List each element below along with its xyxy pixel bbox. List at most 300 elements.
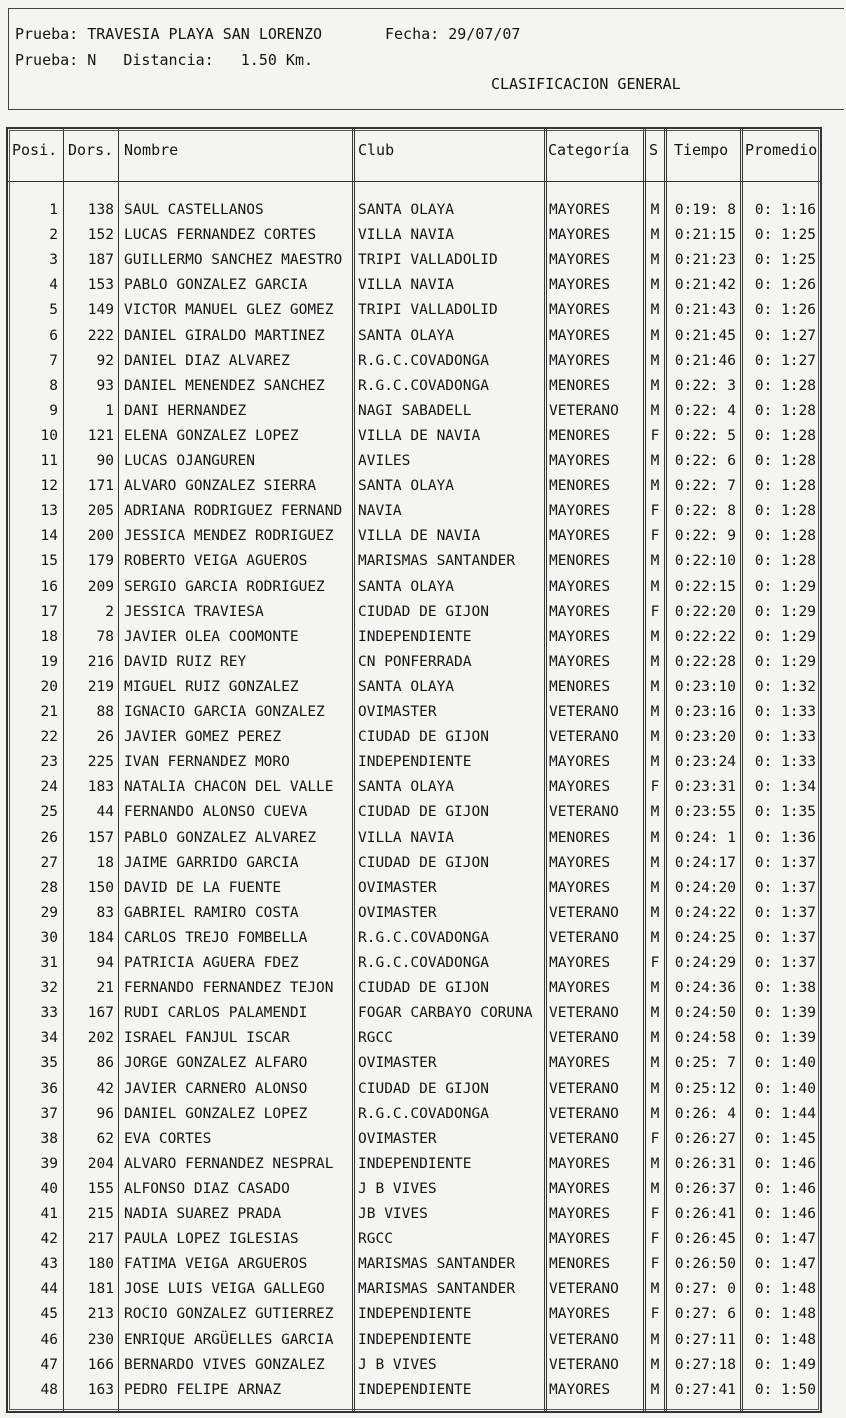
- cell-posi: 7: [49, 352, 58, 369]
- cell-tiempo: 0:24:17: [674, 854, 736, 871]
- cell-tiempo: 0:26:50: [674, 1256, 736, 1273]
- cell-promedio: 0: 1:38: [754, 980, 816, 997]
- cell-posi: 37: [40, 1105, 58, 1122]
- cell-club: OVIMASTER: [358, 1055, 437, 1072]
- cell-s: M: [650, 302, 660, 319]
- cell-dors: 187: [87, 252, 114, 269]
- cell-nombre: NADIA SUAREZ PRADA: [124, 1206, 282, 1222]
- table-row: [8, 878, 820, 903]
- cell-dors: 93: [96, 377, 114, 394]
- cell-club: INDEPENDIENTE: [358, 754, 472, 771]
- cell-promedio: 0: 1:28: [754, 528, 816, 545]
- cell-nombre: LUCAS FERNANDEZ CORTES: [124, 227, 317, 244]
- cell-s: F: [650, 1256, 660, 1273]
- cell-dors: 62: [96, 1130, 114, 1147]
- cell-dors: 94: [96, 955, 114, 971]
- cell-nombre: PAULA LOPEZ IGLESIAS: [124, 1231, 299, 1248]
- cell-club: SANTA OLAYA: [358, 779, 455, 796]
- cell-club: SANTA OLAYA: [358, 202, 455, 218]
- cell-s: F: [650, 528, 660, 545]
- table-row: [8, 351, 820, 376]
- cell-tiempo: 0:26: 4: [674, 1105, 736, 1122]
- table-row: [8, 501, 820, 526]
- cell-posi: 24: [40, 779, 58, 796]
- cell-categoria: MENORES: [549, 1256, 611, 1273]
- cell-posi: 40: [40, 1180, 58, 1197]
- cell-nombre: FATIMA VEIGA ARGUEROS: [124, 1256, 308, 1273]
- cell-promedio: 0: 1:45: [754, 1130, 816, 1147]
- cell-s: M: [650, 829, 660, 846]
- cell-dors: 163: [87, 1381, 114, 1398]
- cell-nombre: PABLO GONZALEZ GARCIA: [124, 277, 308, 294]
- cell-dors: 138: [87, 202, 114, 218]
- cell-posi: 9: [49, 402, 58, 419]
- cell-posi: 11: [40, 453, 58, 469]
- cell-promedio: 0: 1:26: [754, 277, 816, 294]
- cell-nombre: JAVIER CARNERO ALONSO: [124, 1080, 308, 1097]
- cell-club: VILLA DE NAVIA: [358, 427, 481, 444]
- table-row: [8, 1279, 820, 1304]
- cell-promedio: 0: 1:48: [754, 1281, 816, 1298]
- cell-nombre: PABLO GONZALEZ ALVAREZ: [124, 829, 317, 846]
- cell-nombre: VICTOR MANUEL GLEZ GOMEZ: [124, 302, 334, 319]
- cell-tiempo: 0:21:23: [674, 252, 736, 269]
- cell-s: M: [650, 227, 660, 244]
- cell-promedio: 0: 1:44: [754, 1105, 816, 1122]
- cell-posi: 21: [40, 704, 58, 720]
- cell-dors: 181: [87, 1281, 114, 1298]
- cell-s: F: [650, 779, 660, 796]
- cell-categoria: MAYORES: [549, 1231, 611, 1248]
- cell-nombre: ADRIANA RODRIGUEZ FERNAND: [124, 503, 343, 520]
- table-row: [8, 928, 820, 953]
- cell-tiempo: 0:26:45: [674, 1231, 736, 1248]
- cell-categoria: MENORES: [549, 478, 611, 495]
- cell-promedio: 0: 1:28: [754, 377, 816, 394]
- cell-s: M: [650, 628, 660, 645]
- cell-nombre: SERGIO GARCIA RODRIGUEZ: [124, 578, 325, 595]
- cell-s: F: [650, 1306, 660, 1323]
- cell-categoria: MAYORES: [549, 879, 611, 896]
- cell-tiempo: 0:24:58: [674, 1030, 736, 1047]
- page-title: CLASIFICACION GENERAL: [491, 75, 681, 93]
- cell-nombre: PEDRO FELIPE ARNAZ: [124, 1381, 282, 1398]
- cell-posi: 41: [40, 1206, 58, 1222]
- cell-club: CIUDAD DE GIJON: [358, 729, 489, 746]
- cell-nombre: PATRICIA AGUERA FDEZ: [124, 955, 299, 971]
- cell-s: M: [650, 377, 660, 394]
- cell-tiempo: 0:21:43: [674, 302, 736, 319]
- cell-nombre: ROBERTO VEIGA AGUEROS: [124, 553, 308, 570]
- cell-tiempo: 0:27:18: [674, 1356, 736, 1373]
- cell-dors: 26: [96, 729, 114, 746]
- cell-posi: 23: [40, 754, 58, 771]
- cell-club: SANTA OLAYA: [358, 327, 455, 344]
- cell-club: CIUDAD DE GIJON: [358, 804, 489, 821]
- cell-tiempo: 0:22: 4: [674, 402, 736, 419]
- cell-categoria: MAYORES: [549, 453, 611, 469]
- cell-promedio: 0: 1:16: [754, 202, 816, 218]
- cell-tiempo: 0:22: 8: [674, 503, 736, 520]
- cell-promedio: 0: 1:28: [754, 427, 816, 444]
- cell-s: M: [650, 1381, 660, 1398]
- table-row: [8, 1154, 820, 1179]
- table-row: [8, 326, 820, 351]
- cell-nombre: EVA CORTES: [124, 1130, 212, 1147]
- cell-nombre: CARLOS TREJO FOMBELLA: [124, 929, 308, 946]
- cell-promedio: 0: 1:36: [754, 829, 816, 846]
- table-row: [8, 200, 820, 225]
- cell-club: TRIPI VALLADOLID: [358, 252, 498, 269]
- table-row: [8, 451, 820, 476]
- cell-promedio: 0: 1:28: [754, 402, 816, 419]
- cell-dors: 209: [87, 578, 114, 595]
- cell-categoria: MAYORES: [549, 1180, 611, 1197]
- cell-tiempo: 0:22:28: [674, 653, 736, 670]
- cell-s: F: [650, 1130, 660, 1147]
- cell-club: NAGI SABADELL: [358, 402, 472, 419]
- cell-tiempo: 0:24:29: [674, 955, 736, 971]
- cell-club: OVIMASTER: [358, 879, 437, 896]
- cell-posi: 18: [40, 628, 58, 645]
- cell-categoria: VETERANO: [549, 1080, 619, 1097]
- cell-club: MARISMAS SANTANDER: [358, 1281, 516, 1298]
- cell-nombre: ELENA GONZALEZ LOPEZ: [124, 427, 299, 444]
- table-row: [8, 903, 820, 928]
- cell-club: J B VIVES: [358, 1180, 437, 1197]
- cell-s: M: [650, 352, 660, 369]
- cell-promedio: 0: 1:48: [754, 1331, 816, 1348]
- cell-dors: 21: [96, 980, 114, 997]
- cell-posi: 20: [40, 678, 58, 695]
- cell-club: CIUDAD DE GIJON: [358, 854, 489, 871]
- cell-dors: 219: [87, 678, 114, 695]
- cell-dors: 121: [87, 427, 114, 444]
- cell-posi: 31: [40, 955, 58, 971]
- table-row: [8, 1079, 820, 1104]
- cell-categoria: MAYORES: [549, 653, 611, 670]
- cell-promedio: 0: 1:37: [754, 904, 816, 921]
- cell-nombre: GUILLERMO SANCHEZ MAESTRO: [124, 252, 343, 269]
- cell-nombre: MIGUEL RUIZ GONZALEZ: [124, 678, 299, 695]
- cell-promedio: 0: 1:37: [754, 929, 816, 946]
- cell-club: RGCC: [358, 1030, 393, 1047]
- cell-club: CN PONFERRADA: [358, 653, 472, 670]
- cell-club: R.G.C.COVADONGA: [358, 929, 489, 946]
- cell-dors: 86: [96, 1055, 114, 1072]
- cell-s: M: [650, 1030, 660, 1047]
- cell-posi: 35: [40, 1055, 58, 1072]
- cell-tiempo: 0:22: 3: [674, 377, 736, 394]
- cell-nombre: SAUL CASTELLANOS: [124, 202, 264, 218]
- cell-posi: 29: [40, 904, 58, 921]
- cell-nombre: FERNANDO ALONSO CUEVA: [124, 804, 308, 821]
- cell-dors: 150: [87, 879, 114, 896]
- cell-categoria: MAYORES: [549, 955, 611, 971]
- cell-promedio: 0: 1:46: [754, 1180, 816, 1197]
- cell-s: F: [650, 427, 660, 444]
- table-row: [8, 978, 820, 1003]
- table-row: [8, 551, 820, 576]
- cell-nombre: LUCAS OJANGUREN: [124, 453, 255, 469]
- cell-posi: 39: [40, 1155, 58, 1172]
- cell-posi: 8: [49, 377, 58, 394]
- cell-posi: 42: [40, 1231, 58, 1248]
- cell-dors: 1: [105, 402, 114, 419]
- cell-dors: 153: [87, 277, 114, 294]
- cell-categoria: MAYORES: [549, 1306, 611, 1323]
- cell-club: AVILES: [358, 453, 411, 469]
- cell-posi: 47: [40, 1356, 58, 1373]
- cell-posi: 3: [49, 252, 58, 269]
- cell-promedio: 0: 1:25: [754, 252, 816, 269]
- cell-dors: 18: [96, 854, 114, 871]
- cell-categoria: VETERANO: [549, 729, 619, 746]
- cell-club: CIUDAD DE GIJON: [358, 603, 489, 620]
- cell-nombre: DANI HERNANDEZ: [124, 402, 247, 419]
- cell-nombre: JAVIER GOMEZ PEREZ: [124, 729, 282, 746]
- cell-nombre: RUDI CARLOS PALAMENDI: [124, 1005, 308, 1022]
- table-row: [8, 1330, 820, 1355]
- cell-tiempo: 0:23:10: [674, 678, 736, 695]
- col-header-categoria: Categoría: [548, 141, 630, 159]
- cell-tiempo: 0:25:12: [674, 1080, 736, 1097]
- table-row: [8, 1229, 820, 1254]
- cell-categoria: VETERANO: [549, 704, 619, 720]
- table-row: [8, 1355, 820, 1380]
- cell-categoria: MAYORES: [549, 603, 611, 620]
- cell-categoria: MAYORES: [549, 578, 611, 595]
- cell-posi: 10: [40, 427, 58, 444]
- cell-s: M: [650, 453, 660, 469]
- cell-club: VILLA NAVIA: [358, 829, 455, 846]
- cell-club: FOGAR CARBAYO CORUNA: [358, 1005, 533, 1022]
- table-row: [8, 1129, 820, 1154]
- cell-promedio: 0: 1:28: [754, 478, 816, 495]
- table-row: [8, 1003, 820, 1028]
- cell-s: M: [650, 854, 660, 871]
- table-row: [8, 1254, 820, 1279]
- cell-club: MARISMAS SANTANDER: [358, 1256, 516, 1273]
- cell-categoria: MAYORES: [549, 202, 611, 218]
- cell-club: NAVIA: [358, 503, 402, 520]
- cell-dors: 2: [105, 603, 114, 620]
- cell-tiempo: 0:23:20: [674, 729, 736, 746]
- cell-dors: 180: [87, 1256, 114, 1273]
- cell-categoria: VETERANO: [549, 929, 619, 946]
- cell-posi: 33: [40, 1005, 58, 1022]
- cell-categoria: VETERANO: [549, 804, 619, 821]
- cell-promedio: 0: 1:27: [754, 327, 816, 344]
- cell-nombre: ISRAEL FANJUL ISCAR: [124, 1030, 290, 1047]
- cell-nombre: IGNACIO GARCIA GONZALEZ: [124, 704, 325, 720]
- header-separator: [8, 181, 820, 182]
- table-row: [8, 250, 820, 275]
- cell-dors: 216: [87, 653, 114, 670]
- cell-dors: 90: [96, 453, 114, 469]
- cell-dors: 217: [87, 1231, 114, 1248]
- cell-tiempo: 0:27:41: [674, 1381, 736, 1398]
- cell-categoria: VETERANO: [549, 904, 619, 921]
- cell-promedio: 0: 1:37: [754, 955, 816, 971]
- cell-dors: 225: [87, 754, 114, 771]
- cell-tiempo: 0:19: 8: [674, 202, 736, 218]
- cell-promedio: 0: 1:40: [754, 1055, 816, 1072]
- cell-categoria: MAYORES: [549, 252, 611, 269]
- table-row: [8, 426, 820, 451]
- cell-posi: 15: [40, 553, 58, 570]
- cell-tiempo: 0:21:45: [674, 327, 736, 344]
- cell-tiempo: 0:22: 5: [674, 427, 736, 444]
- cell-club: OVIMASTER: [358, 704, 437, 720]
- cell-promedio: 0: 1:28: [754, 553, 816, 570]
- cell-dors: 202: [87, 1030, 114, 1047]
- table-row: [8, 677, 820, 702]
- cell-s: F: [650, 955, 660, 971]
- cell-categoria: MAYORES: [549, 277, 611, 294]
- cell-s: M: [650, 1105, 660, 1122]
- cell-categoria: VETERANO: [549, 1130, 619, 1147]
- cell-s: M: [650, 653, 660, 670]
- cell-club: SANTA OLAYA: [358, 678, 455, 695]
- cell-club: RGCC: [358, 1231, 393, 1248]
- cell-s: M: [650, 904, 660, 921]
- cell-tiempo: 0:21:42: [674, 277, 736, 294]
- cell-categoria: MAYORES: [549, 352, 611, 369]
- cell-s: M: [650, 1080, 660, 1097]
- cell-dors: 42: [96, 1080, 114, 1097]
- cell-s: M: [650, 1180, 660, 1197]
- cell-tiempo: 0:24:25: [674, 929, 736, 946]
- cell-posi: 32: [40, 980, 58, 997]
- cell-club: R.G.C.COVADONGA: [358, 1105, 489, 1122]
- table-row: [8, 602, 820, 627]
- cell-nombre: ALFONSO DIAZ CASADO: [124, 1180, 290, 1197]
- table-row: [8, 853, 820, 878]
- cell-posi: 27: [40, 854, 58, 871]
- cell-promedio: 0: 1:25: [754, 227, 816, 244]
- table-row: [8, 1204, 820, 1229]
- cell-nombre: ALVARO GONZALEZ SIERRA: [124, 478, 317, 495]
- cell-promedio: 0: 1:46: [754, 1155, 816, 1172]
- cell-promedio: 0: 1:29: [754, 603, 816, 620]
- cell-nombre: JORGE GONZALEZ ALFARO: [124, 1055, 308, 1072]
- table-row: [8, 627, 820, 652]
- table-row: [8, 777, 820, 802]
- cell-tiempo: 0:21:15: [674, 227, 736, 244]
- cell-categoria: MENORES: [549, 678, 611, 695]
- cell-tiempo: 0:25: 7: [674, 1055, 736, 1072]
- table-row: [8, 727, 820, 752]
- cell-club: CIUDAD DE GIJON: [358, 980, 489, 997]
- cell-s: F: [650, 1231, 660, 1248]
- cell-categoria: MAYORES: [549, 980, 611, 997]
- cell-tiempo: 0:22:15: [674, 578, 736, 595]
- cell-posi: 2: [49, 227, 58, 244]
- col-header-club: Club: [358, 141, 395, 159]
- cell-club: INDEPENDIENTE: [358, 628, 472, 645]
- results-table: [6, 127, 822, 1413]
- cell-dors: 200: [87, 528, 114, 545]
- fecha-label: Fecha: 29/07/07: [385, 25, 521, 43]
- cell-club: VILLA NAVIA: [358, 227, 455, 244]
- cell-categoria: MAYORES: [549, 503, 611, 520]
- cell-promedio: 0: 1:34: [754, 779, 816, 796]
- col-header-posi: Posi.: [12, 141, 58, 159]
- cell-posi: 17: [40, 603, 58, 620]
- cell-club: TRIPI VALLADOLID: [358, 302, 498, 319]
- cell-categoria: MAYORES: [549, 1055, 611, 1072]
- cell-club: INDEPENDIENTE: [358, 1331, 472, 1348]
- cell-dors: 171: [87, 478, 114, 495]
- cell-promedio: 0: 1:37: [754, 854, 816, 871]
- table-row: [8, 1380, 820, 1405]
- cell-posi: 16: [40, 578, 58, 595]
- cell-dors: 167: [87, 1005, 114, 1022]
- cell-s: M: [650, 754, 660, 771]
- cell-club: R.G.C.COVADONGA: [358, 352, 489, 369]
- cell-club: VILLA NAVIA: [358, 277, 455, 294]
- cell-tiempo: 0:23:24: [674, 754, 736, 771]
- cell-categoria: MAYORES: [549, 779, 611, 796]
- cell-nombre: ENRIQUE ARGÜELLES GARCIA: [124, 1331, 334, 1348]
- cell-categoria: MAYORES: [549, 754, 611, 771]
- cell-tiempo: 0:22: 6: [674, 453, 736, 469]
- cell-categoria: VETERANO: [549, 1105, 619, 1122]
- cell-posi: 4: [49, 277, 58, 294]
- cell-nombre: DANIEL MENENDEZ SANCHEZ: [124, 377, 325, 394]
- cell-posi: 5: [49, 302, 58, 319]
- cell-club: JB VIVES: [358, 1206, 428, 1222]
- cell-tiempo: 0:24:20: [674, 879, 736, 896]
- col-header-dors: Dors.: [68, 141, 114, 159]
- cell-dors: 44: [96, 804, 114, 821]
- cell-promedio: 0: 1:47: [754, 1231, 816, 1248]
- table-row: [8, 1304, 820, 1329]
- cell-dors: 152: [87, 227, 114, 244]
- cell-dors: 92: [96, 352, 114, 369]
- cell-promedio: 0: 1:35: [754, 804, 816, 821]
- cell-nombre: JESSICA MENDEZ RODRIGUEZ: [124, 528, 334, 545]
- cell-tiempo: 0:22:10: [674, 553, 736, 570]
- cell-categoria: MENORES: [549, 829, 611, 846]
- table-row: [8, 300, 820, 325]
- cell-promedio: 0: 1:33: [754, 729, 816, 746]
- cell-dors: 179: [87, 553, 114, 570]
- cell-posi: 38: [40, 1130, 58, 1147]
- cell-categoria: VETERANO: [549, 1281, 619, 1298]
- cell-tiempo: 0:23:31: [674, 779, 736, 796]
- table-row: [8, 1053, 820, 1078]
- cell-dors: 166: [87, 1356, 114, 1373]
- cell-club: J B VIVES: [358, 1356, 437, 1373]
- cell-nombre: BERNARDO VIVES GONZALEZ: [124, 1356, 325, 1373]
- cell-tiempo: 0:24:22: [674, 904, 736, 921]
- cell-nombre: GABRIEL RAMIRO COSTA: [124, 904, 299, 921]
- cell-s: F: [650, 1206, 660, 1222]
- cell-promedio: 0: 1:28: [754, 503, 816, 520]
- cell-s: M: [650, 578, 660, 595]
- cell-tiempo: 0:26:27: [674, 1130, 736, 1147]
- cell-s: M: [650, 704, 660, 720]
- cell-dors: 96: [96, 1105, 114, 1122]
- cell-s: M: [650, 1281, 660, 1298]
- cell-club: INDEPENDIENTE: [358, 1155, 472, 1172]
- table-row: [8, 526, 820, 551]
- cell-s: F: [650, 503, 660, 520]
- cell-club: OVIMASTER: [358, 1130, 437, 1147]
- cell-nombre: FERNANDO FERNANDEZ TEJON: [124, 980, 334, 997]
